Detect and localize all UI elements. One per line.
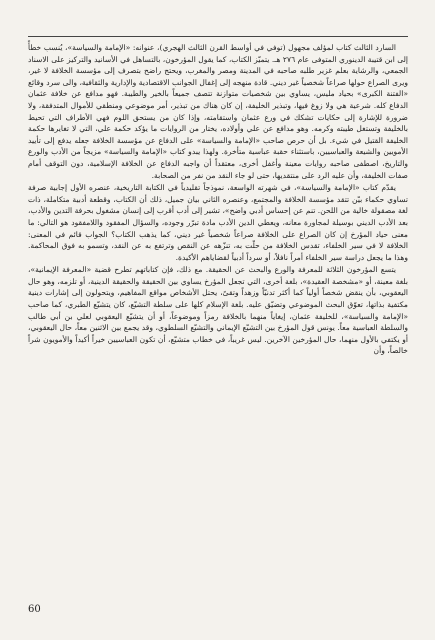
header-rule xyxy=(28,36,408,37)
page-number: 60 xyxy=(28,604,41,615)
book-page xyxy=(28,36,408,616)
paragraph-2: يقدّم كتاب «الإمامة والسياسة»، في شهرته الواسعة، نموذجاً تقليدياً في الكتابة التاريخية، عنصره الأول إجابية صرفة تساوي حكماء بيّن تتقد مؤسسة الخلافة والمجتمع، وعنصره الثاني بيان جميل، ذلك أن الكتاب، وقطعة أدبية متكاملة، ذات لغة مصقولة خالية من اللحن. تنم عن إحساس أدبي واضح»، تشير إلى أدب أقرب إلى إنسان مشغول بحرفة التدين والأدب، بعد الأدب الديني بوسيلة لمجاورة معانه، ويعطي الدين الأدب مادة تبرّر وجوده، والسؤال المفقود واللامفقود هو التالي: ما معنى حياد المؤرخ إن كان الصراع على الخلافة صراعاً شخصياً غير ديني، كما يذهب الكتاب؟ الجواب قائم في المعنى: الخلافة لا في سير الخلفاء، تقدس الخلافة من حلّت به، تنزّهه عن النقص وترتفع به عن النقد، وتسمو به فوق المحاكمة. وهذا ما يجعل دراسة سير الخلفاء أمراً نافلاً، أو سرداً أدبياً لقضاياهم الأكيدة. xyxy=(28,183,408,262)
paragraph-3: يتسع المؤرخون الثلاثة للمعرفة والورع والبحث عن الحقيقة. مع ذلك، فإن كتاباتهم تطرح قضية «المعرفة الإيمانية»، بلغة معينة، أو «مشخصة العقيدة»، بلغة أخرى، التي تجعل المؤرخ يساوي بين الحقيقة والحقيقة الدينية، أو تلزمه، وهو حال اليعقوبي، بأن ينقض شخصاً أولياً كما أكثر تدنيّاً وزهداً وتقىً، يحتل الأشخاص مواقع المفاهيم، ويتحولون إلى إشارات دينية مكتفية بذاتها، تعوّق البحث الموضوعي وتضيّق عليه. بلغة الإسلام كلها على سلطة التشيّع، كان يتشيّع الطبري، كما صاحب «الإمامة والسياسة»، للخليفة عثمان، إيغاياً منهما بالخلافة رمزاً وموضوعاً، أو أن يتشيّع اليعقوبي لعلي بن أبي طالب والسلطة العباسية معاً. يونس قول المؤرخ بين التشيّع الإيماني والتشيّع السلطوي، وقد يجمع بين الاثنين معاً، حال اليعقوبي، أو يكتفي بالأول منهما، حال المؤرخين الآخرين. ليس غريباً، في خطاب متشيّع، أن تكون العباسيين خيراً أكيداً والأمويون شراً خالصاً، وأن xyxy=(28,265,408,356)
paragraph-1: السارد الثالث كتاب لمؤلف مجهول (توفي في أواسط القرن الثالث الهجري)، عنوانه: «الإمامة والسياسة»، يُنسب خطأً إلى ابن قتيبة الدينوري المتوفى عام ٢٧٦ هـ. يتميّز الكتاب، كما يقول المؤرخون، بالتساهل في الأسانيد والتركيز على الاسناد الجمعي، والرشاية بعلم غزير طلبه صاحبه في المدينة ومصر والمغرب، ويحتج راضح بتصرف إلى مؤسسة الخلافة لا غير، ويرى الصراع حولها صراعاً شخصياً غير ديني. قادة منهجه إلى إغفال الجوانب الاقتصادية والإدارية والثقافية، والى سرد وقائع «الفتنة الكبرى» بحياد مليس، يساوي بين شخصيات متوازنة تتصف جميعاً بالخير والطيبة. فهو مدافع عن خلافة عثمان الدفاع كله. شرعية هي ولا زوغ فيها، وتبذير الخليفة، إن كان هناك من تبذير، أمر موضوعي ومنطقي للأموال المتدفقة، ولا ضرورة للإشارة إلى حكايات تشكك في ورع عثمان واستقامته، وإذا كان من يستحق اللوم فهي الأطراف التي تحيط بالخليفة وتستغل طيبته وكرمه. وهو مدافع عن علي وأولاده، يختار من الروايات ما يؤكد حكمة علي، التي لا تغايرها حكمة الخليفة القتيل في شيء. بل أن حرص صاحب «الإمامة والسياسة» على الدفاع عن مؤسسة الخلافة جعله يدفع إلى تأييد الأمويين والشيعة والعباسيين، باستثناء حقبة عباسية متأخرة. ولهذا يبدو كتاب «الإمامة والسياسة» مزيجاً من الأدب والورع والتاريخ، اصطفى صاحبه روايات معينة وأغفل أخرى، معتقداً أن واجبه الدفاع عن الخلافة الإسلامية، دون التوقف أمام صفات الخليفة، وأن عليه الرد على منتقديها، حتى لو جاء النقد من نفر من الصحابة. xyxy=(28,43,408,180)
body-text xyxy=(28,42,408,357)
